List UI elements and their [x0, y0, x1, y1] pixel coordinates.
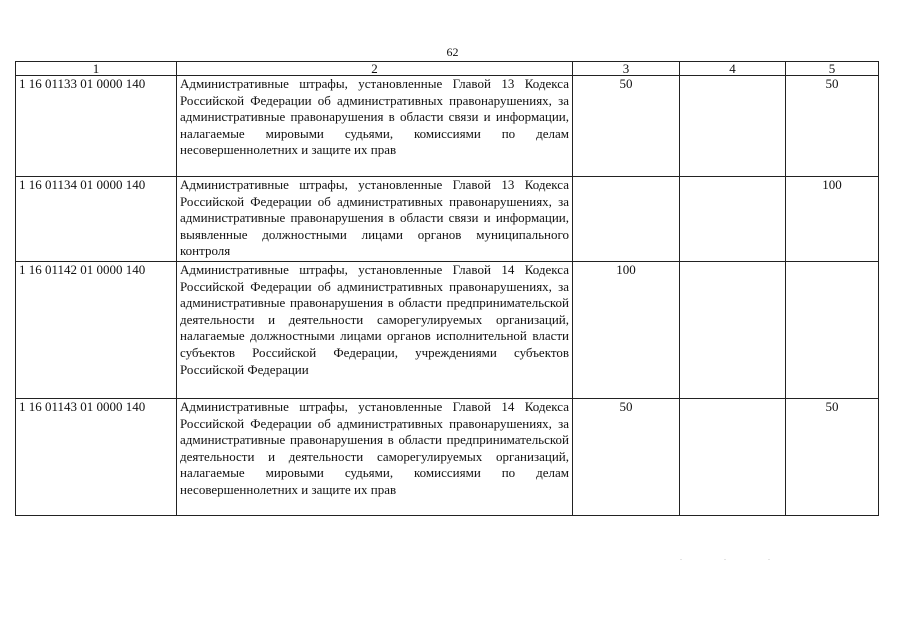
column-header-3: 3: [573, 62, 680, 76]
value-column-3: 100: [573, 262, 680, 399]
table-row: [16, 177, 879, 262]
value-column-4: [680, 262, 786, 399]
income-description: Административные штрафы, установленные Главой 14 Кодекса Российской Федерации об административных правонарушениях, за административные правонарушения в области предпринимательской деятельности и деятельности саморегулируемых организаций, налагаемые мировыми судьями, комиссиями по делам несовершеннолетних и защите их прав: [177, 399, 573, 516]
value-column-4: [680, 399, 786, 516]
page-number: 62: [446, 45, 459, 59]
value-column-5: 100: [786, 177, 879, 262]
value-column-5: 50: [786, 76, 879, 177]
scan-artifact-marks: . . .: [680, 553, 790, 562]
classification-code: 1 16 01143 01 0000 140: [16, 399, 177, 516]
budget-table: [15, 61, 879, 516]
income-description: Административные штрафы, установленные Главой 13 Кодекса Российской Федерации об административных правонарушениях, за административные правонарушения в области связи и информации, выявленные должностными лицами органов муниципального контроля: [177, 177, 573, 262]
income-description: Административные штрафы, установленные Главой 14 Кодекса Российской Федерации об административных правонарушениях, за административные правонарушения в области предпринимательской деятельности и деятельности саморегулируемых организаций, налагаемые должностными лицами органов исполнительной власти субъектов Российской Федерации, учреждениями субъектов Российской Федерации: [177, 262, 573, 399]
table-row: [16, 262, 879, 399]
table-row: [16, 399, 879, 516]
value-column-3: [573, 177, 680, 262]
classification-code: 1 16 01134 01 0000 140: [16, 177, 177, 262]
column-header-5: 5: [786, 62, 879, 76]
classification-code: 1 16 01142 01 0000 140: [16, 262, 177, 399]
income-description: Административные штрафы, установленные Главой 13 Кодекса Российской Федерации об административных правонарушениях, за административные правонарушения в области связи и информации, налагаемые мировыми судьями, комиссиями по делам несовершеннолетних и защите их прав: [177, 76, 573, 177]
value-column-3: 50: [573, 76, 680, 177]
value-column-5: [786, 262, 879, 399]
column-header-4: 4: [680, 62, 786, 76]
header-row: [16, 62, 879, 76]
value-column-4: [680, 76, 786, 177]
value-column-5: 50: [786, 399, 879, 516]
classification-code: 1 16 01133 01 0000 140: [16, 76, 177, 177]
column-header-1: 1: [16, 62, 177, 76]
value-column-3: 50: [573, 399, 680, 516]
table-row: [16, 76, 879, 177]
value-column-4: [680, 177, 786, 262]
column-header-2: 2: [177, 62, 573, 76]
